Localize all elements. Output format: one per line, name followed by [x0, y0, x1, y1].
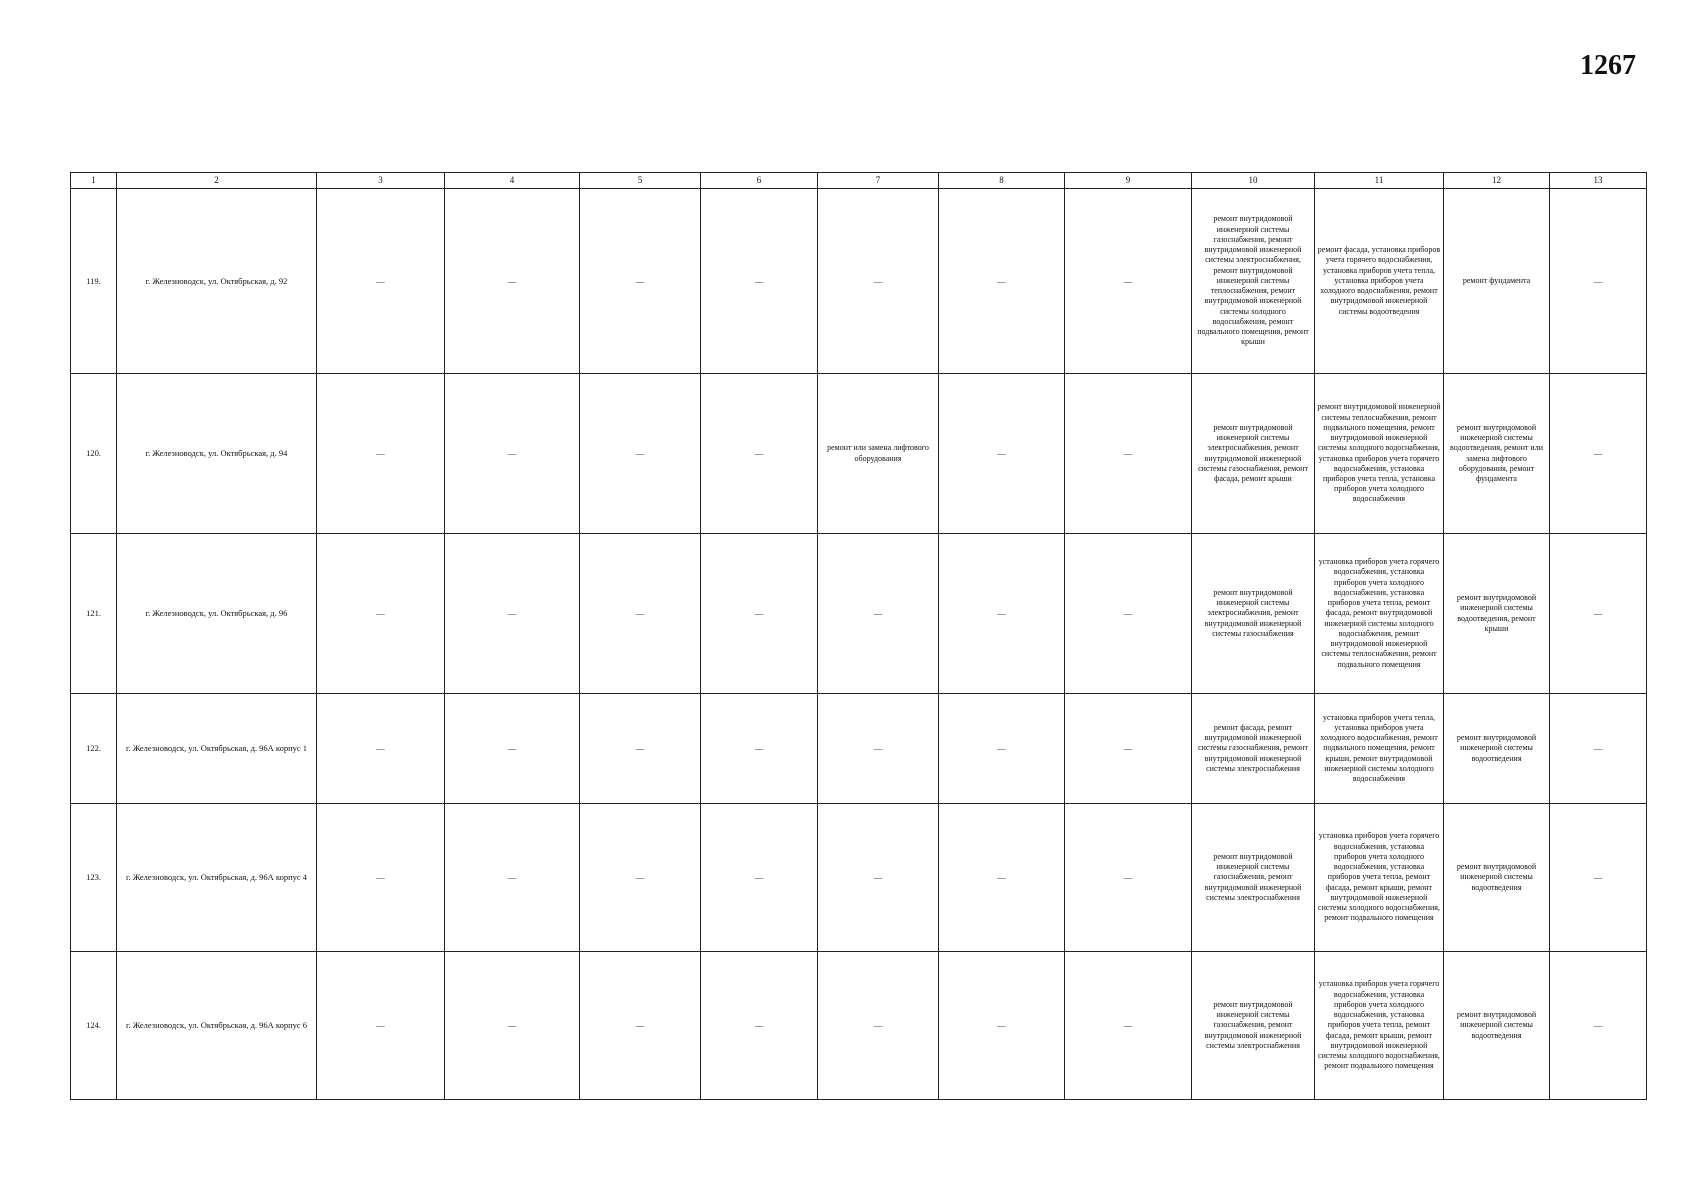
cell-dash: — [580, 952, 701, 1100]
cell-dash: — [445, 534, 580, 694]
cell-dash: — [317, 189, 445, 374]
cell-works-2023: ремонт внутридомовой инженерной системы электроснабжения, ремонт внутридомовой инженерной системы газоснабжения, ремонт фасада, ремонт крыши [1192, 374, 1315, 534]
cell-works-2024: установка приборов учета горячего водоснабжения, установка приборов учета холодного водоснабжения, установка приборов учета тепла, ремонт фасада, ремонт внутридомовой инженерной системы холодного водоснабжения, ремонт внутридомовой инженерной системы теплоснабжения, ремонт подвального помещения [1315, 534, 1444, 694]
cell-dash: — [939, 952, 1065, 1100]
row-number: 119. [71, 189, 117, 374]
cell-works-2024: ремонт фасада, установка приборов учета горячего водоснабжения, установка приборов учета тепла, установка приборов учета холодного водоснабжения, ремонт внутридомовой инженерной системы водоотведения [1315, 189, 1444, 374]
column-header: 12 [1444, 173, 1550, 189]
cell-works-2023: ремонт внутридомовой инженерной системы газоснабжения, ремонт внутридомовой инженерной системы электроснабжения, ремонт внутридомовой инженерной системы теплоснабжения, ремонт внутридомовой инженерной системы холодного водоснабжения, ремонт подвального помещения, ремонт крыши [1192, 189, 1315, 374]
cell-dash: — [939, 694, 1065, 804]
column-header: 5 [580, 173, 701, 189]
table-row [71, 952, 1647, 1100]
cell-dash: — [701, 374, 818, 534]
cell-dash: — [1065, 694, 1192, 804]
cell-dash: — [701, 189, 818, 374]
cell-dash: — [939, 374, 1065, 534]
cell-dash: — [580, 694, 701, 804]
cell-dash: — [445, 952, 580, 1100]
column-header: 10 [1192, 173, 1315, 189]
row-address: г. Железноводск, ул. Октябрьская, д. 96А корпус 6 [117, 952, 317, 1100]
row-number: 121. [71, 534, 117, 694]
table-row [71, 694, 1647, 804]
cell-dash: — [818, 804, 939, 952]
cell-dash: — [580, 804, 701, 952]
table-header [71, 173, 1647, 189]
cell-works-2023: ремонт внутридомовой инженерной системы электроснабжения, ремонт внутридомовой инженерной системы газоснабжения [1192, 534, 1315, 694]
cell-dash: — [580, 189, 701, 374]
cell-works-2024: ремонт внутридомовой инженерной системы теплоснабжения, ремонт подвального помещения, ремонт внутридомовой инженерной системы холодного водоснабжения, установка приборов учета горячего водоснабжения, установка приборов учета тепла, установка приборов учета холодного водоснабжения [1315, 374, 1444, 534]
row-number: 124. [71, 952, 117, 1100]
column-header: 1 [71, 173, 117, 189]
column-header: 8 [939, 173, 1065, 189]
cell-dash: — [701, 534, 818, 694]
cell-dash: — [701, 804, 818, 952]
table-row [71, 189, 1647, 374]
column-header: 2 [117, 173, 317, 189]
row-number: 120. [71, 374, 117, 534]
cell-works-2023: ремонт внутридомовой инженерной системы газоснабжения, ремонт внутридомовой инженерной системы электроснабжения [1192, 804, 1315, 952]
cell-dash: — [818, 534, 939, 694]
cell-dash: — [317, 534, 445, 694]
column-header: 4 [445, 173, 580, 189]
column-header: 13 [1550, 173, 1647, 189]
row-number: 122. [71, 694, 117, 804]
cell-works-2025: ремонт внутридомовой инженерной системы водоотведения [1444, 694, 1550, 804]
cell-dash: — [580, 374, 701, 534]
cell-dash: — [445, 189, 580, 374]
cell-works-2025: ремонт внутридомовой инженерной системы водоотведения, ремонт или замена лифтового оборудования, ремонт фундамента [1444, 374, 1550, 534]
cell-dash: — [1065, 534, 1192, 694]
cell-dash: — [939, 189, 1065, 374]
column-header: 3 [317, 173, 445, 189]
table-row [71, 804, 1647, 952]
cell-dash: — [701, 952, 818, 1100]
cell-dash: — [1065, 374, 1192, 534]
row-address: г. Железноводск, ул. Октябрьская, д. 96 [117, 534, 317, 694]
cell-dash: — [1550, 189, 1647, 374]
column-header: 11 [1315, 173, 1444, 189]
cell-dash: — [818, 189, 939, 374]
cell-works-2024: установка приборов учета тепла, установка приборов учета холодного водоснабжения, ремонт подвального помещения, ремонт крыши, ремонт внутридомовой инженерной системы холодного водоснабжения [1315, 694, 1444, 804]
row-address: г. Железноводск, ул. Октябрьская, д. 94 [117, 374, 317, 534]
cell-works-2025: ремонт внутридомовой инженерной системы водоотведения, ремонт крыши [1444, 534, 1550, 694]
column-header: 6 [701, 173, 818, 189]
row-address: г. Железноводск, ул. Октябрьская, д. 96А корпус 4 [117, 804, 317, 952]
cell-dash: — [1550, 804, 1647, 952]
cell-works-2025: ремонт внутридомовой инженерной системы водоотведения [1444, 952, 1550, 1100]
cell-works-2025: ремонт фундамента [1444, 189, 1550, 374]
cell-works-2024: установка приборов учета горячего водоснабжения, установка приборов учета холодного водоснабжения, установка приборов учета тепла, ремонт фасада, ремонт крыши, ремонт внутридомовой инженерной системы холодного водоснабжения, ремонт подвального помещения [1315, 804, 1444, 952]
repair-schedule-table [70, 172, 1647, 1100]
row-address: г. Железноводск, ул. Октябрьская, д. 96А корпус 1 [117, 694, 317, 804]
column-header: 9 [1065, 173, 1192, 189]
cell-dash: — [317, 374, 445, 534]
cell-dash: — [1065, 189, 1192, 374]
cell-dash: — [317, 952, 445, 1100]
page-number: 1267 [1580, 50, 1636, 81]
cell-dash: — [939, 804, 1065, 952]
cell-dash: — [1065, 952, 1192, 1100]
table-row [71, 374, 1647, 534]
cell-dash: — [445, 374, 580, 534]
cell-works-2023: ремонт фасада, ремонт внутридомовой инженерной системы газоснабжения, ремонт внутридомовой инженерной системы электроснабжения [1192, 694, 1315, 804]
cell-dash: — [1550, 534, 1647, 694]
cell-dash: — [939, 534, 1065, 694]
row-address: г. Железноводск, ул. Октябрьская, д. 92 [117, 189, 317, 374]
row-number: 123. [71, 804, 117, 952]
cell-dash: — [317, 804, 445, 952]
cell-dash: — [818, 952, 939, 1100]
cell-dash: — [1550, 374, 1647, 534]
cell-dash: — [701, 694, 818, 804]
cell-works-2024: установка приборов учета горячего водоснабжения, установка приборов учета холодного водоснабжения, установка приборов учета тепла, ремонт фасада, ремонт крыши, ремонт внутридомовой инженерной системы холодного водоснабжения, ремонт подвального помещения [1315, 952, 1444, 1100]
cell-dash: — [317, 694, 445, 804]
table-row [71, 534, 1647, 694]
cell-dash: — [445, 804, 580, 952]
column-header: 7 [818, 173, 939, 189]
cell-dash: — [445, 694, 580, 804]
cell-dash: — [1550, 952, 1647, 1100]
cell-dash: — [818, 694, 939, 804]
cell-dash: — [1550, 694, 1647, 804]
cell-dash: — [580, 534, 701, 694]
cell-works-2025: ремонт внутридомовой инженерной системы водоотведения [1444, 804, 1550, 952]
cell-elevator-works: ремонт или замена лифтового оборудования [818, 374, 939, 534]
cell-works-2023: ремонт внутридомовой инженерной системы газоснабжения, ремонт внутридомовой инженерной системы электроснабжения [1192, 952, 1315, 1100]
cell-dash: — [1065, 804, 1192, 952]
